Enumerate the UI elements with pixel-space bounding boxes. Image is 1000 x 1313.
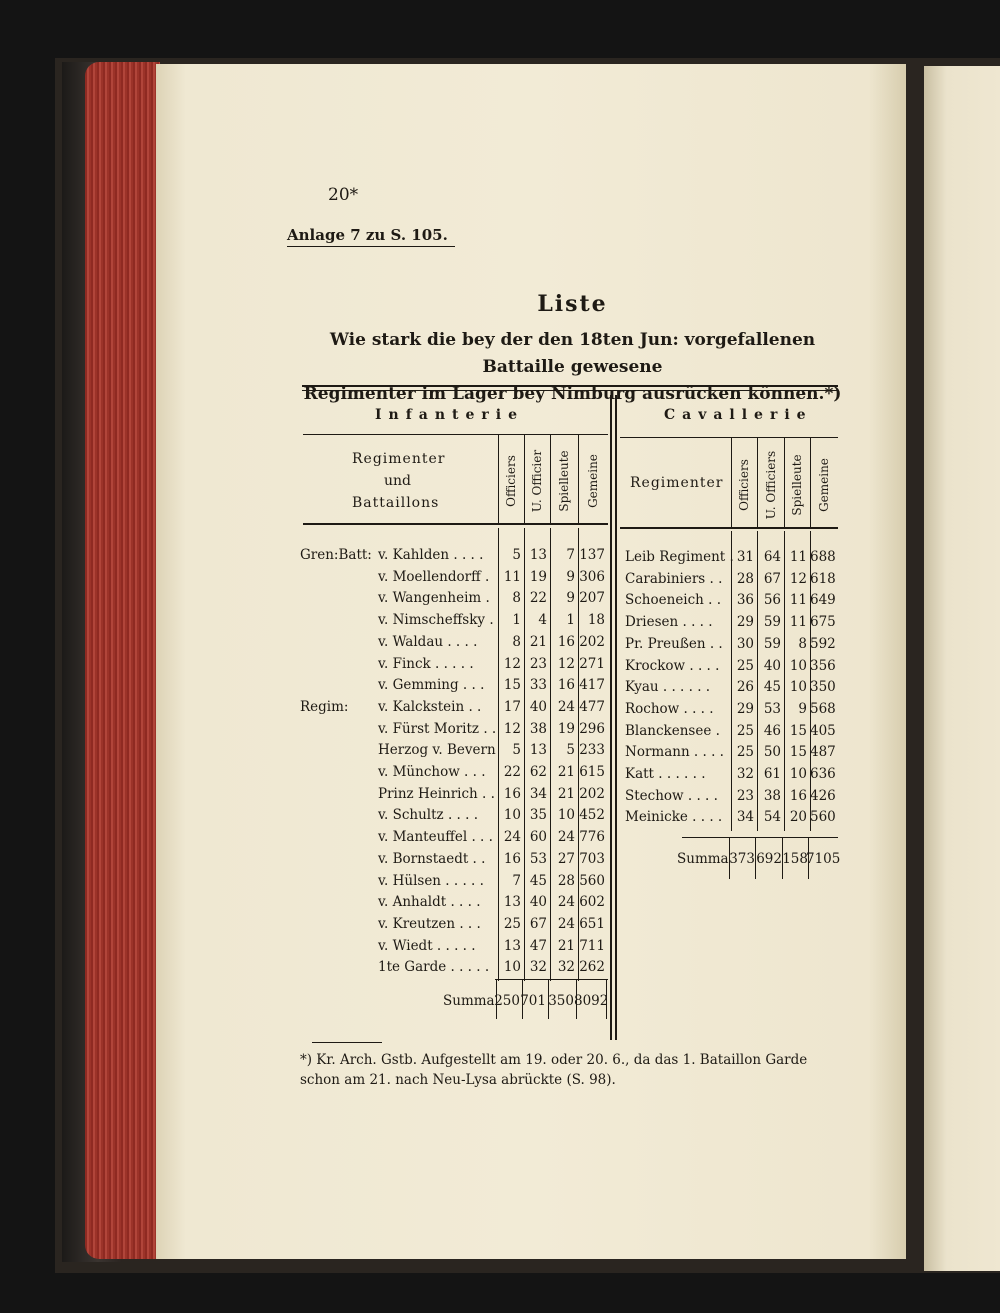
- cavallerie-cell: 15: [789, 722, 807, 739]
- infanterie-cell: 137: [579, 547, 605, 563]
- infanterie-head-line-2: und: [384, 473, 411, 489]
- cavallerie-summa-divider: [729, 837, 730, 879]
- appendix-underline: [287, 246, 455, 247]
- infanterie-row-name: v. Münchow . . .: [378, 764, 486, 780]
- cavallerie-cell: 54: [763, 809, 781, 826]
- cavallerie-cell: 11: [789, 592, 807, 609]
- infanterie-cell: 22: [529, 590, 547, 607]
- cavallerie-cell: 29: [736, 614, 754, 631]
- table-top-rule-thin: [302, 390, 838, 391]
- cavallerie-cell: 9: [798, 700, 807, 717]
- cavallerie-cell: 25: [736, 744, 754, 761]
- infanterie-row-name: 1te Garde . . . . .: [378, 959, 490, 976]
- cavallerie-cell: 688: [810, 549, 836, 565]
- cavallerie-cell: 56: [763, 592, 781, 609]
- infanterie-cell: 703: [579, 850, 605, 867]
- infanterie-cell: 9: [566, 590, 575, 607]
- cavallerie-cell: 10: [789, 766, 807, 782]
- cavallerie-cell: 618: [810, 570, 836, 587]
- infanterie-cell: 207: [579, 590, 605, 607]
- table-divider-1: [610, 395, 612, 1040]
- infanterie-row-name: v. Hülsen . . . . .: [378, 872, 484, 889]
- table-top-rule: [302, 385, 838, 387]
- cavallerie-cell: 675: [810, 614, 836, 631]
- infanterie-col-divider: [498, 528, 499, 981]
- cavallerie-cell: 36: [736, 592, 754, 609]
- infanterie-cell: 13: [503, 937, 521, 954]
- infanterie-row-name: Herzog v. Bevern: [378, 742, 496, 759]
- infanterie-cell: 24: [557, 915, 575, 932]
- infanterie-cell: 19: [557, 720, 575, 737]
- cavallerie-col-divider: [757, 531, 758, 831]
- cavallerie-summa-cell: 692: [756, 851, 782, 868]
- infanterie-row-name: v. Nimscheffsky .: [378, 612, 494, 629]
- infanterie-cell: 13: [529, 547, 547, 563]
- infanterie-cell: 296: [579, 720, 605, 737]
- table-divider-2: [615, 395, 617, 1040]
- cavallerie-summa-label: Summa: [677, 851, 729, 868]
- infanterie-cell: 776: [579, 829, 605, 846]
- infanterie-cell: 560: [579, 872, 605, 889]
- infanterie-cell: 417: [579, 677, 605, 694]
- infanterie-heading: Infanterie: [375, 407, 524, 423]
- cavallerie-row-name: Driesen . . . .: [625, 614, 713, 631]
- cavallerie-cell: 59: [763, 614, 781, 631]
- infanterie-cell: 67: [529, 915, 547, 932]
- cavallerie-cell: 61: [763, 766, 781, 782]
- cavallerie-summa-divider: [782, 837, 783, 879]
- infanterie-cell: 25: [503, 915, 521, 932]
- cavallerie-cell: 487: [810, 744, 836, 761]
- infanterie-col-header-divider: [498, 435, 499, 523]
- cavallerie-col-header-divider: [784, 438, 785, 527]
- infanterie-head-line-1: Regimenter: [352, 451, 446, 467]
- infanterie-cell: 38: [529, 720, 547, 737]
- cavallerie-summa-rule: [682, 837, 838, 838]
- facing-page: [924, 66, 1000, 1271]
- infanterie-row-name: v. Gemming . . .: [378, 677, 485, 694]
- cavallerie-cell: 25: [736, 722, 754, 739]
- infanterie-head-line-3: Battaillons: [352, 495, 440, 511]
- subtitle-line-2: Regimenter im Lager bey Nimburg ausrücken können.*): [303, 384, 842, 404]
- cavallerie-row-name: Kyau . . . . . .: [625, 679, 711, 696]
- infanterie-row-name: Prinz Heinrich . .: [378, 785, 495, 802]
- cavallerie-cell: 649: [810, 592, 836, 609]
- infanterie-row-prefix: Regim:: [300, 698, 349, 715]
- infanterie-cell: 262: [579, 959, 605, 976]
- cavallerie-cell: 46: [763, 722, 781, 739]
- infanterie-cell: 24: [557, 894, 575, 911]
- page-title: Liste: [537, 291, 608, 317]
- cavallerie-summa-cell: 373: [729, 851, 755, 868]
- cavallerie-col-divider: [810, 531, 811, 831]
- infanterie-summa-divider: [576, 979, 577, 1019]
- infanterie-cell: 13: [503, 894, 521, 911]
- cavallerie-row-name: Rochow . . . .: [625, 700, 714, 717]
- infanterie-cell: 13: [529, 742, 547, 759]
- infanterie-cell: 21: [557, 785, 575, 802]
- infanterie-cell: 40: [529, 698, 547, 715]
- cavallerie-cell: 45: [763, 679, 781, 696]
- infanterie-cell: 7: [512, 872, 521, 889]
- cavallerie-cell: 636: [810, 766, 836, 782]
- infanterie-col-header: Officiers: [504, 455, 518, 507]
- infanterie-cell: 11: [503, 568, 521, 585]
- cavallerie-cell: 53: [763, 700, 781, 717]
- infanterie-cell: 27: [557, 850, 575, 867]
- cavallerie-row-name: Leib Regiment .: [625, 549, 734, 565]
- cavallerie-row-name: Normann . . . .: [625, 744, 724, 761]
- infanterie-cell: 21: [529, 633, 547, 650]
- footnote-rule: [312, 1042, 382, 1043]
- infanterie-cell: 711: [579, 937, 605, 954]
- infanterie-cell: 4: [538, 612, 547, 629]
- cavallerie-col-header: Officiers: [737, 459, 751, 511]
- infanterie-cell: 477: [579, 698, 605, 715]
- infanterie-cell: 21: [557, 764, 575, 780]
- infanterie-cell: 5: [566, 742, 575, 759]
- infanterie-cell: 602: [579, 894, 605, 911]
- cavallerie-cell: 40: [763, 657, 781, 674]
- cavallerie-cell: 560: [810, 809, 836, 826]
- appendix-heading: Anlage 7 zu S. 105.: [287, 226, 448, 244]
- infanterie-cell: 651: [579, 915, 605, 932]
- infanterie-row-name: v. Schultz . . . .: [378, 807, 478, 824]
- cavallerie-col-header-divider: [757, 438, 758, 527]
- infanterie-row-name: v. Kalckstein . .: [378, 698, 482, 715]
- infanterie-cell: 35: [529, 807, 547, 824]
- infanterie-cell: 16: [503, 785, 521, 802]
- infanterie-col-header: Gemeine: [586, 454, 600, 508]
- infanterie-cell: 34: [529, 785, 547, 802]
- infanterie-cell: 33: [529, 677, 547, 694]
- cavallerie-summa-cell: 158: [782, 851, 808, 868]
- footnote-line-1: *) Kr. Arch. Gstb. Aufgestellt am 19. oder 20. 6., da das 1. Bataillon Garde: [300, 1052, 808, 1068]
- infanterie-cell: 28: [557, 872, 575, 889]
- infanterie-cell: 16: [503, 850, 521, 867]
- cavallerie-col-header-divider: [810, 438, 811, 527]
- infanterie-summa-cell: 701: [520, 993, 546, 1009]
- infanterie-cell: 452: [579, 807, 605, 824]
- infanterie-row-name: v. Manteuffel . . .: [378, 829, 493, 846]
- infanterie-summa-rule: [495, 979, 608, 980]
- infanterie-header-bottom-rule: [303, 523, 608, 525]
- infanterie-cell: 53: [529, 850, 547, 867]
- infanterie-summa-cell: 8092: [574, 993, 609, 1009]
- infanterie-cell: 32: [529, 959, 547, 976]
- cavallerie-row-name: Pr. Preußen . .: [625, 635, 723, 652]
- cavallerie-cell: 15: [789, 744, 807, 761]
- infanterie-summa-cell: 350: [548, 993, 574, 1009]
- cavallerie-cell: 10: [789, 657, 807, 674]
- infanterie-row-name: v. Wiedt . . . . .: [378, 937, 476, 954]
- infanterie-cell: 22: [503, 764, 521, 780]
- infanterie-cell: 615: [579, 764, 605, 780]
- cavallerie-row-name: Blanckensee .: [625, 722, 720, 739]
- cavallerie-col-header-divider: [731, 438, 732, 527]
- cavallerie-cell: 16: [789, 787, 807, 804]
- infanterie-cell: 7: [566, 547, 575, 563]
- cavallerie-col-divider: [731, 531, 732, 831]
- infanterie-cell: 12: [557, 655, 575, 672]
- red-page-edges: [85, 62, 160, 1259]
- infanterie-row-name: v. Wangenheim .: [378, 590, 490, 607]
- cavallerie-cell: 568: [810, 700, 836, 717]
- footnote-line-2: schon am 21. nach Neu-Lysa abrückte (S. 98).: [300, 1072, 616, 1088]
- infanterie-cell: 62: [529, 764, 547, 780]
- cavallerie-cell: 25: [736, 657, 754, 674]
- cavallerie-cell: 31: [736, 549, 754, 565]
- infanterie-cell: 5: [512, 547, 521, 563]
- infanterie-cell: 17: [503, 698, 521, 715]
- infanterie-summa-divider: [496, 979, 497, 1019]
- cavallerie-cell: 11: [789, 549, 807, 565]
- infanterie-col-divider: [550, 528, 551, 981]
- cavallerie-col-header: U. Officiers: [763, 450, 778, 520]
- infanterie-cell: 1: [512, 612, 521, 629]
- cavallerie-row-name: Krockow . . . .: [625, 657, 720, 674]
- cavallerie-cell: 20: [789, 809, 807, 826]
- infanterie-head-rule: [303, 434, 608, 435]
- infanterie-cell: 1: [566, 612, 575, 629]
- infanterie-row-name: v. Anhaldt . . . .: [378, 894, 481, 911]
- infanterie-col-divider: [524, 528, 525, 981]
- cavallerie-col-header: Gemeine: [817, 458, 831, 512]
- cavallerie-header-bottom-rule: [620, 527, 838, 529]
- infanterie-summa-label: Summa: [443, 993, 495, 1009]
- cavallerie-cell: 50: [763, 744, 781, 761]
- infanterie-cell: 12: [503, 655, 521, 672]
- cavallerie-cell: 10: [789, 679, 807, 696]
- cavallerie-cell: 29: [736, 700, 754, 717]
- infanterie-col-divider: [578, 528, 579, 981]
- infanterie-cell: 10: [503, 959, 521, 976]
- cavallerie-row-name: Meinicke . . . .: [625, 809, 723, 826]
- page-subtitle: [300, 327, 845, 408]
- infanterie-cell: 32: [557, 959, 575, 976]
- infanterie-summa-divider: [522, 979, 523, 1019]
- infanterie-cell: 8: [512, 590, 521, 607]
- cavallerie-summa-divider: [755, 837, 756, 879]
- infanterie-summa-divider: [548, 979, 549, 1019]
- cavallerie-cell: 11: [789, 614, 807, 631]
- infanterie-cell: 12: [503, 720, 521, 737]
- cavallerie-cell: 12: [789, 570, 807, 587]
- infanterie-row-name: v. Fürst Moritz . .: [378, 720, 497, 737]
- infanterie-summa-divider: [606, 979, 607, 1019]
- cavallerie-cell: 405: [810, 722, 836, 739]
- infanterie-cell: 19: [529, 568, 547, 585]
- footnote: [300, 1050, 840, 1090]
- infanterie-row-name: v. Finck . . . . .: [378, 655, 474, 672]
- cavallerie-cell: 23: [736, 787, 754, 804]
- infanterie-row-prefix: Gren:Batt:: [300, 547, 372, 563]
- subtitle-line-1: Wie stark die bey der den 18ten Jun: vorgefallenen Battaille gewesene: [329, 330, 816, 377]
- cavallerie-cell: 28: [736, 570, 754, 587]
- cavallerie-head-label: Regimenter: [630, 475, 724, 491]
- infanterie-row-name: v. Waldau . . . .: [378, 633, 478, 650]
- infanterie-summa-cell: 250: [494, 993, 520, 1009]
- cavallerie-cell: 350: [810, 679, 836, 696]
- infanterie-cell: 16: [557, 677, 575, 694]
- infanterie-cell: 60: [529, 829, 547, 846]
- cavallerie-cell: 32: [736, 766, 754, 782]
- cavallerie-cell: 30: [736, 635, 754, 652]
- cavallerie-row-name: Schoeneich . .: [625, 592, 722, 609]
- cavallerie-cell: 67: [763, 570, 781, 587]
- cavallerie-cell: 592: [810, 635, 836, 652]
- infanterie-cell: 10: [557, 807, 575, 824]
- infanterie-cell: 40: [529, 894, 547, 911]
- cavallerie-cell: 38: [763, 787, 781, 804]
- infanterie-col-header: U. Officier: [530, 449, 544, 513]
- cavallerie-cell: 26: [736, 679, 754, 696]
- infanterie-col-header-divider: [524, 435, 525, 523]
- cavallerie-heading: Cavallerie: [664, 407, 813, 423]
- cavallerie-col-header: Spielleute: [790, 454, 804, 516]
- infanterie-cell: 233: [579, 742, 605, 759]
- infanterie-row-name: v. Bornstaedt . .: [378, 850, 486, 867]
- infanterie-row-name: v. Moellendorff .: [378, 568, 490, 585]
- infanterie-col-header-divider: [550, 435, 551, 523]
- cavallerie-row-name: Carabiniers . .: [625, 570, 723, 587]
- infanterie-cell: 10: [503, 807, 521, 824]
- infanterie-cell: 202: [579, 633, 605, 650]
- infanterie-row-name: v. Kahlden . . . .: [378, 547, 484, 563]
- infanterie-cell: 306: [579, 568, 605, 585]
- page-number: 20*: [328, 185, 359, 205]
- infanterie-row-name: v. Kreutzen . . .: [378, 915, 481, 932]
- infanterie-cell: 202: [579, 785, 605, 802]
- infanterie-cell: 16: [557, 633, 575, 650]
- infanterie-cell: 23: [529, 655, 547, 672]
- infanterie-cell: 45: [529, 872, 547, 889]
- cavallerie-cell: 64: [763, 549, 781, 565]
- infanterie-cell: 5: [512, 742, 521, 759]
- cavallerie-col-divider: [784, 531, 785, 831]
- infanterie-col-header: Spielleute: [557, 450, 571, 512]
- cavallerie-cell: 356: [810, 657, 836, 674]
- infanterie-cell: 9: [566, 568, 575, 585]
- infanterie-cell: 15: [503, 677, 521, 694]
- infanterie-cell: 271: [579, 655, 605, 672]
- infanterie-col-header-divider: [578, 435, 579, 523]
- cavallerie-row-name: Katt . . . . . .: [625, 766, 706, 782]
- cavallerie-head-rule: [620, 437, 838, 438]
- infanterie-cell: 47: [529, 937, 547, 954]
- cavallerie-summa-divider: [808, 837, 809, 879]
- cavallerie-cell: 8: [798, 635, 807, 652]
- cavallerie-row-name: Stechow . . . .: [625, 787, 718, 804]
- infanterie-cell: 24: [557, 829, 575, 846]
- cavallerie-cell: 59: [763, 635, 781, 652]
- infanterie-cell: 8: [512, 633, 521, 650]
- infanterie-cell: 18: [587, 612, 605, 629]
- cavallerie-cell: 34: [736, 809, 754, 826]
- cavallerie-summa-cell: 7105: [806, 851, 841, 868]
- infanterie-cell: 21: [557, 937, 575, 954]
- infanterie-cell: 24: [557, 698, 575, 715]
- cavallerie-cell: 426: [810, 787, 836, 804]
- infanterie-cell: 24: [503, 829, 521, 846]
